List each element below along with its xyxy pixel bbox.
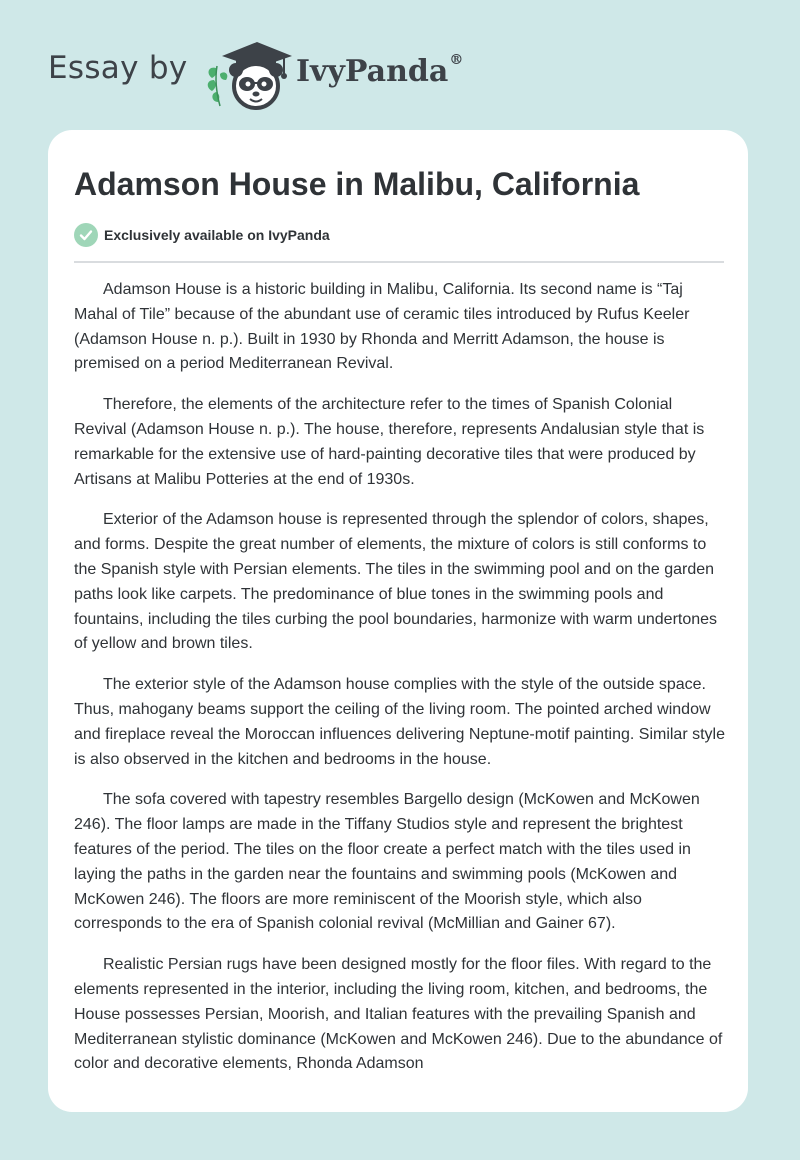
paragraph: Therefore, the elements of the architecture refer to the times of Spanish Colonial Revival (Adamson House n. p.). The house, therefore, represents Andalusian style that is remarkable for the extensive use of hard-painting decorative tiles that were produced by Artisans at Malibu Potteries at the end of 1930s.	[74, 396, 705, 488]
site-header	[48, 36, 548, 116]
check-circle-icon	[74, 223, 98, 247]
paragraph: The sofa covered with tapestry resembles Bargello design (McKowen and McKowen 246). The floor lamps are made in the Tiffany Studios style and represent the brightest features of the period. The tiles on the floor create a perfect match with the tiles used in laying the paths in the garden near the fountains and swimming pools (McKowen and McKowen 246). The floors are more reminiscent of the Moorish style, which also corresponds to the era of Spanish colonial revival (McMillian and Gainer 67).	[74, 791, 700, 933]
exclusive-badge	[74, 222, 330, 248]
paragraph: The exterior style of the Adamson house complies with the style of the outside space. Thus, mahogany beams support the ceiling of the living room. The pointed arched window and fireplace reveal the Moroccan influences delivering Neptune-motif painting. Similar style is also observed in the kitchen and bedrooms in the house.	[74, 676, 725, 768]
essay-by-label: Essay by	[48, 50, 188, 86]
paragraph: Realistic Persian rugs have been designed mostly for the floor files. With regard to the elements represented in the interior, including the living room, kitchen, and bedrooms, the House possesses Persian, Moorish, and Italian features with the prevailing Spanish and Mediterranean stylistic dominance (McKowen and McKowen 246). Due to the abundance of color and decorative elements, Rhonda Adamson	[74, 956, 723, 1073]
page-title: Adamson House in Malibu, California	[74, 166, 640, 202]
essay-card	[48, 130, 748, 1112]
paragraph: Exterior of the Adamson house is represented through the splendor of colors, shapes, and forms. Despite the great number of elements, the mixture of colors is still conforms to the Spanish style with Persian elements. The tiles in the swimming pool and on the garden paths look like carpets. The predominance of blue tones in the swimming pools and fountains, including the tiles curbing the pool boundaries, harmonize with warm undertones of yellow and brown tiles.	[74, 511, 718, 653]
divider	[74, 261, 724, 263]
exclusive-label: Exclusively available on IvyPanda	[104, 227, 330, 243]
paragraph: Adamson House is a historic building in Malibu, California. Its second name is “Taj Mahal of Tile” because of the abundant use of ceramic tiles introduced by Rufus Keeler (Adamson House n. p.). Built in 1930 by Rhonda and Merritt Adamson, the house is premised on a period Mediterranean Revival.	[74, 281, 690, 373]
essay-body	[74, 278, 726, 1093]
brand-name[interactable]: IvyPanda®	[296, 52, 464, 89]
panda-graduate-icon[interactable]	[202, 36, 292, 110]
registered-mark: ®	[449, 52, 464, 68]
